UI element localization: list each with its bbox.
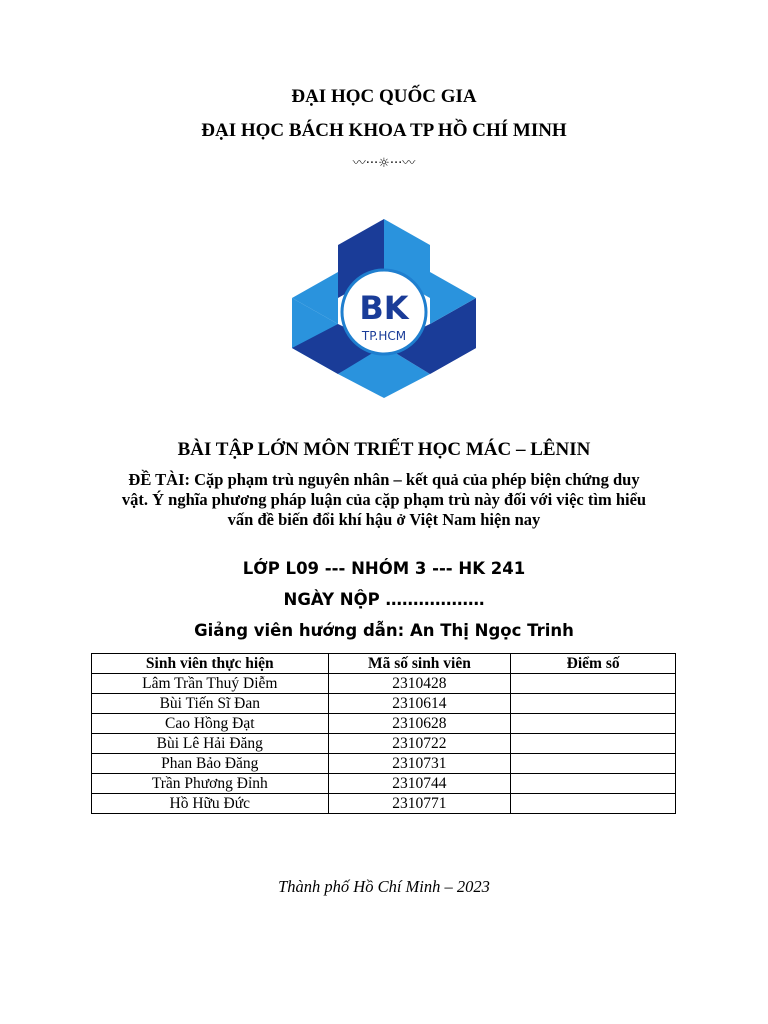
class-group-line: LỚP L09 --- NHÓM 3 --- HK 241 bbox=[242, 559, 526, 578]
header-student-id: Mã số sinh viên bbox=[328, 654, 511, 674]
topic-line: vấn đề biến đổi khí hậu ở Việt Nam hiện nay bbox=[227, 510, 541, 529]
submission-date-line: NGÀY NỘP ……………… bbox=[283, 590, 485, 609]
table-row bbox=[92, 734, 676, 754]
course-title: BÀI TẬP LỚN MÔN TRIẾT HỌC MÁC – LÊNIN bbox=[177, 439, 591, 460]
student-name: Lâm Trần Thuý Diễm bbox=[92, 674, 329, 694]
table-header-row bbox=[92, 654, 676, 674]
topic-line: ĐỀ TÀI: Cặp phạm trù nguyên nhân – kết quả của phép biện chứng duy bbox=[128, 470, 640, 489]
student-name: Bùi Tiến Sĩ Đan bbox=[92, 694, 329, 714]
student-name: Trần Phương Đỉnh bbox=[92, 774, 329, 794]
student-score bbox=[511, 734, 676, 754]
table-row bbox=[92, 774, 676, 794]
student-id: 2310628 bbox=[328, 714, 511, 734]
topic-block bbox=[88, 470, 680, 530]
student-id: 2310428 bbox=[328, 674, 511, 694]
university-name: ĐẠI HỌC QUỐC GIA bbox=[291, 86, 477, 107]
student-id: 2310744 bbox=[328, 774, 511, 794]
table-row bbox=[92, 694, 676, 714]
table-row bbox=[92, 794, 676, 814]
instructor-line: Giảng viên hướng dẫn: An Thị Ngọc Trinh bbox=[194, 621, 574, 640]
student-score bbox=[511, 774, 676, 794]
logo-city-text: TP.HCM bbox=[361, 329, 407, 343]
table-row bbox=[92, 714, 676, 734]
table-row bbox=[92, 674, 676, 694]
student-score bbox=[511, 794, 676, 814]
student-id: 2310722 bbox=[328, 734, 511, 754]
header-student-name: Sinh viên thực hiện bbox=[92, 654, 329, 674]
student-id: 2310614 bbox=[328, 694, 511, 714]
faculty-name: ĐẠI HỌC BÁCH KHOA TP HỒ CHÍ MINH bbox=[201, 120, 567, 141]
ornament-divider: 〰···☼···〰 bbox=[352, 156, 416, 171]
student-score bbox=[511, 714, 676, 734]
bk-logo bbox=[286, 214, 482, 400]
student-name: Cao Hồng Đạt bbox=[92, 714, 329, 734]
student-id: 2310771 bbox=[328, 794, 511, 814]
student-table bbox=[91, 653, 676, 814]
logo-bk-text: BK bbox=[359, 289, 409, 327]
student-score bbox=[511, 674, 676, 694]
table-row bbox=[92, 754, 676, 774]
student-name: Hồ Hữu Đức bbox=[92, 794, 329, 814]
student-id: 2310731 bbox=[328, 754, 511, 774]
student-name: Phan Bảo Đăng bbox=[92, 754, 329, 774]
student-name: Bùi Lê Hải Đăng bbox=[92, 734, 329, 754]
header-score: Điểm số bbox=[511, 654, 676, 674]
topic-line: vật. Ý nghĩa phương pháp luận của cặp phạm trù này đối với việc tìm hiểu bbox=[121, 490, 647, 509]
footer-place-date: Thành phố Hồ Chí Minh – 2023 bbox=[278, 877, 490, 896]
student-score bbox=[511, 754, 676, 774]
student-score bbox=[511, 694, 676, 714]
